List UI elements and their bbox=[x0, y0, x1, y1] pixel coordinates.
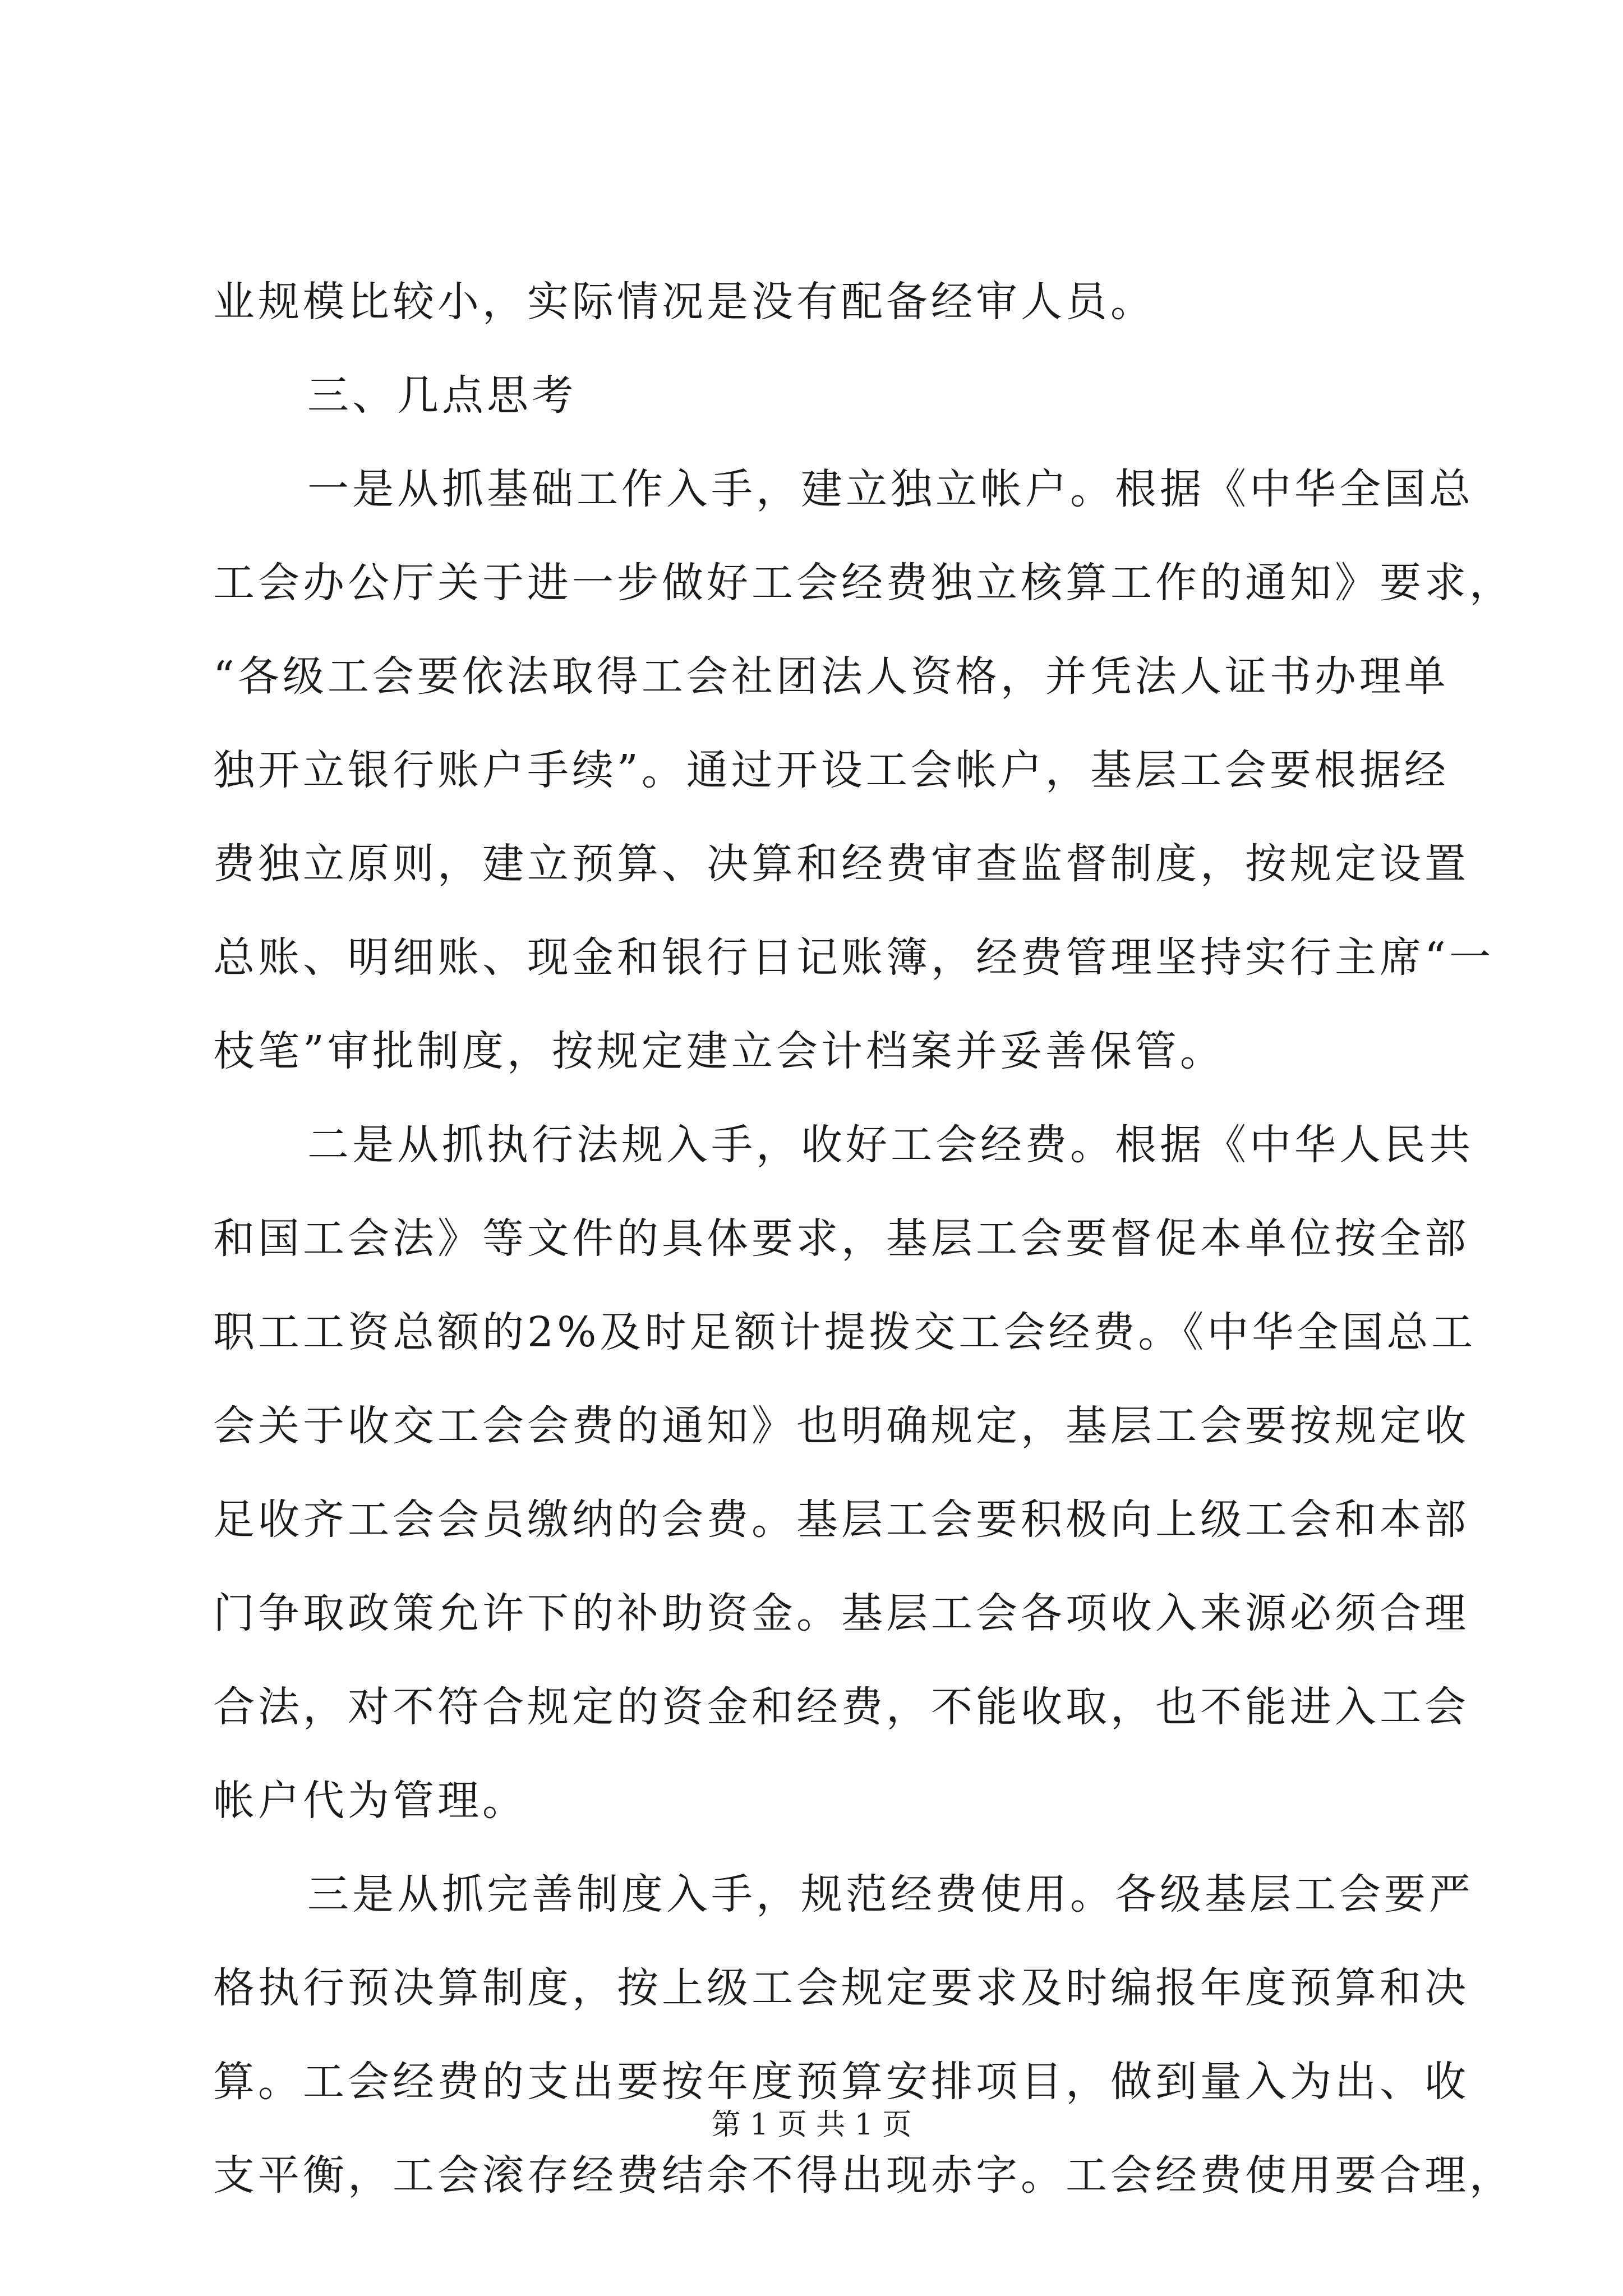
text-line: 门争取政策允许下的补助资金。基层工会各项收入来源必须合理 bbox=[213, 1589, 1469, 1637]
text-line: 独开立银行账户手续”。通过开设工会帐户，基层工会要根据经 bbox=[213, 746, 1449, 794]
text-line: 格执行预决算制度，按上级工会规定要求及时编报年度预算和决 bbox=[213, 1964, 1469, 2012]
text-line: 算。工会经费的支出要按年度预算安排项目，做到量入为出、收 bbox=[213, 2058, 1469, 2106]
text-line: 合法，对不符合规定的资金和经费，不能收取，也不能进入工会 bbox=[213, 1683, 1469, 1731]
document-body bbox=[213, 255, 1514, 2223]
text-line: 足收齐工会会员缴纳的会费。基层工会要积极向上级工会和本部 bbox=[213, 1496, 1469, 1544]
text-line: 总账、明细账、现金和银行日记账簿，经费管理坚持实行主席“一 bbox=[213, 933, 1494, 982]
text-line: 枝笔”审批制度，按规定建立会计档案并妥善保管。 bbox=[213, 1027, 1225, 1075]
section-heading: 三、几点思考 bbox=[307, 371, 577, 420]
text-line: 费独立原则，建立预算、决算和经费审查监督制度，按规定设置 bbox=[213, 840, 1469, 888]
text-line: 支平衡，工会滚存经费结余不得出现赤字。工会经费使用要合理， bbox=[213, 2151, 1514, 2200]
text-line: 工会办公厅关于进一步做好工会经费独立核算工作的通知》要求， bbox=[213, 559, 1514, 607]
text-line: 三是从抓完善制度入手，规范经费使用。各级基层工会要严 bbox=[307, 1870, 1474, 1918]
text-line: 和国工会法》等文件的具体要求，基层工会要督促本单位按全部 bbox=[213, 1214, 1469, 1263]
page-number-footer: 第 1 页 共 1 页 bbox=[711, 2108, 912, 2142]
text-line: 会关于收交工会会费的通知》也明确规定，基层工会要按规定收 bbox=[213, 1402, 1469, 1450]
text-line: “各级工会要依法取得工会社团法人资格，并凭法人证书办理单 bbox=[213, 652, 1449, 701]
text-line: 一是从抓基础工作入手，建立独立帐户。根据《中华全国总 bbox=[307, 465, 1474, 513]
text-line: 职工工资总额的2%及时足额计提拨交工会经费。《中华全国总工 bbox=[213, 1308, 1477, 1356]
text-line: 帐户代为管理。 bbox=[213, 1777, 527, 1825]
text-line: 业规模比较小，实际情况是没有配备经审人员。 bbox=[213, 278, 1155, 326]
text-line: 二是从抓执行法规入手，收好工会经费。根据《中华人民共 bbox=[307, 1121, 1474, 1169]
